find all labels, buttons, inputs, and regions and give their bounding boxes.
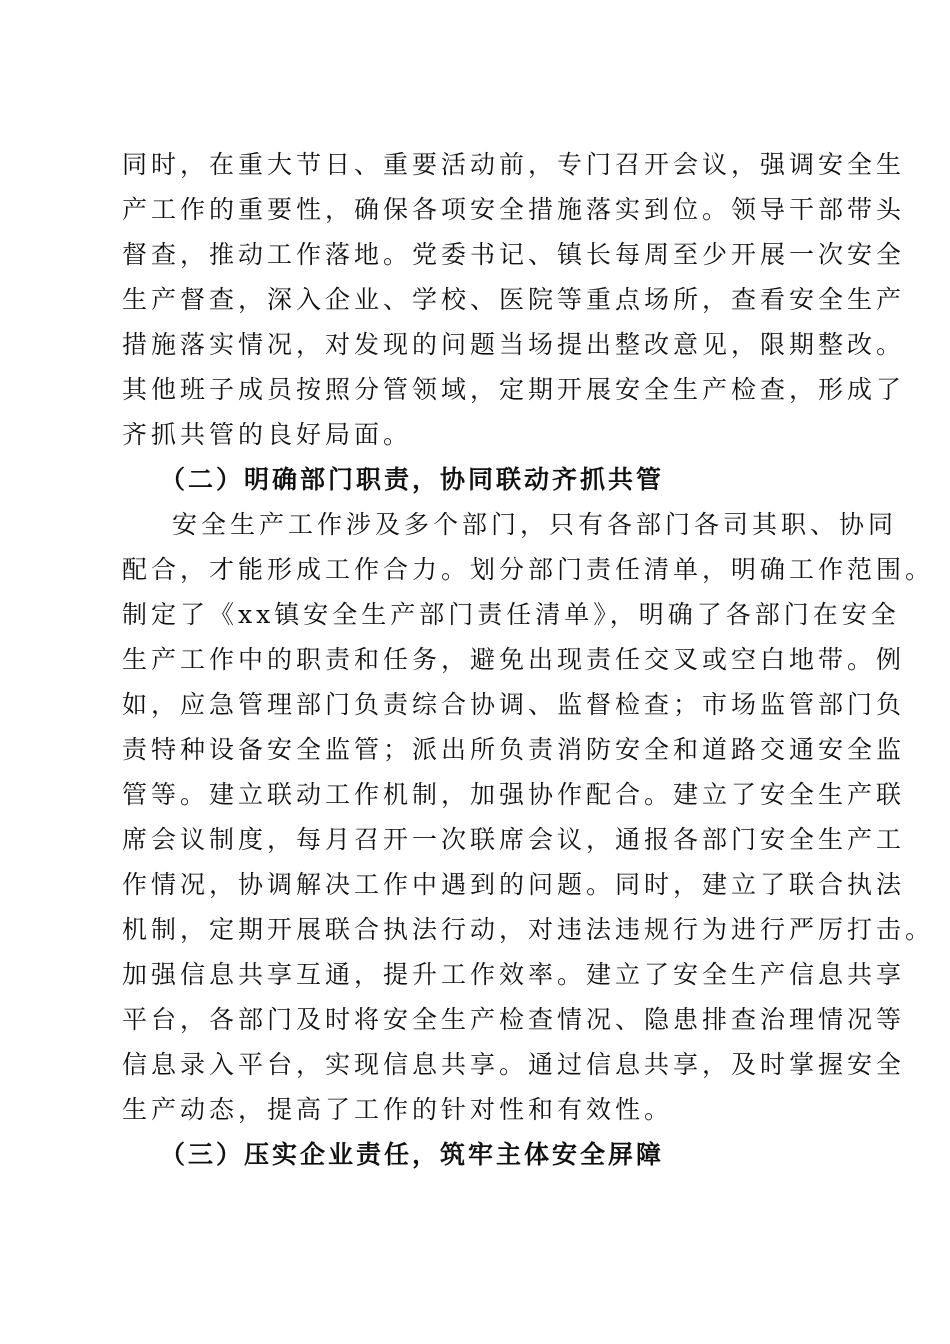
paragraph-2 (122, 502, 935, 1132)
paragraph-line: 督查，推动工作落地。党委书记、镇长每周至少开展一次安全 (122, 240, 906, 269)
section-heading-3: （三）压实企业责任，筑牢主体安全屏障 (160, 1140, 665, 1169)
paragraph-line: 生产督查，深入企业、学校、医院等重点场所，查看安全生产 (122, 285, 906, 314)
paragraph-line: 责特种设备安全监管；派出所负责消防安全和道路交通安全监 (122, 735, 906, 764)
paragraph-line: 安全生产工作涉及多个部门，只有各部门各司其职、协同 (172, 510, 898, 539)
paragraph-line: 产工作的重要性，确保各项安全措施落实到位。领导干部带头 (122, 195, 906, 224)
paragraph-line: 机制，定期开展联合执法行动，对违法违规行为进行严厉打击。 (122, 915, 935, 944)
paragraph-line: 平台，各部门及时将安全生产检查情况、隐患排查治理情况等 (122, 1005, 906, 1034)
paragraph-line: 席会议制度，每月召开一次联席会议，通报各部门安全生产工 (122, 825, 906, 854)
paragraph-line: 作情况，协调解决工作中遇到的问题。同时，建立了联合执法 (122, 870, 906, 899)
paragraph-line: 其他班子成员按照分管领域，定期开展安全生产检查，形成了 (122, 375, 906, 404)
paragraph-line: 信息录入平台，实现信息共享。通过信息共享，及时掌握安全 (122, 1050, 906, 1079)
document-body (122, 142, 935, 1177)
paragraph-line: 齐抓共管的良好局面。 (122, 420, 413, 449)
paragraph-line: 制定了《xx镇安全生产部门责任清单》，明确了各部门在安全 (122, 600, 900, 629)
paragraph-line: 措施落实情况，对发现的问题当场提出整改意见，限期整改。 (122, 330, 906, 359)
paragraph-line: 如，应急管理部门负责综合协调、监督检查；市场监管部门负 (122, 690, 906, 719)
paragraph-1 (122, 142, 906, 457)
section-heading-2: （二）明确部门职责，协同联动齐抓共管 (160, 465, 665, 494)
paragraph-line: 生产工作中的职责和任务，避免出现责任交叉或空白地带。例 (122, 645, 906, 674)
paragraph-line: 生产动态，提高了工作的针对性和有效性。 (122, 1095, 674, 1124)
paragraph-line: 同时，在重大节日、重要活动前，专门召开会议，强调安全生 (122, 150, 906, 179)
paragraph-line: 管等。建立联动工作机制，加强协作配合。建立了安全生产联 (122, 780, 906, 809)
paragraph-line: 配合，才能形成工作合力。划分部门责任清单，明确工作范围。 (122, 555, 935, 584)
paragraph-line: 加强信息共享互通，提升工作效率。建立了安全生产信息共享 (122, 960, 906, 989)
